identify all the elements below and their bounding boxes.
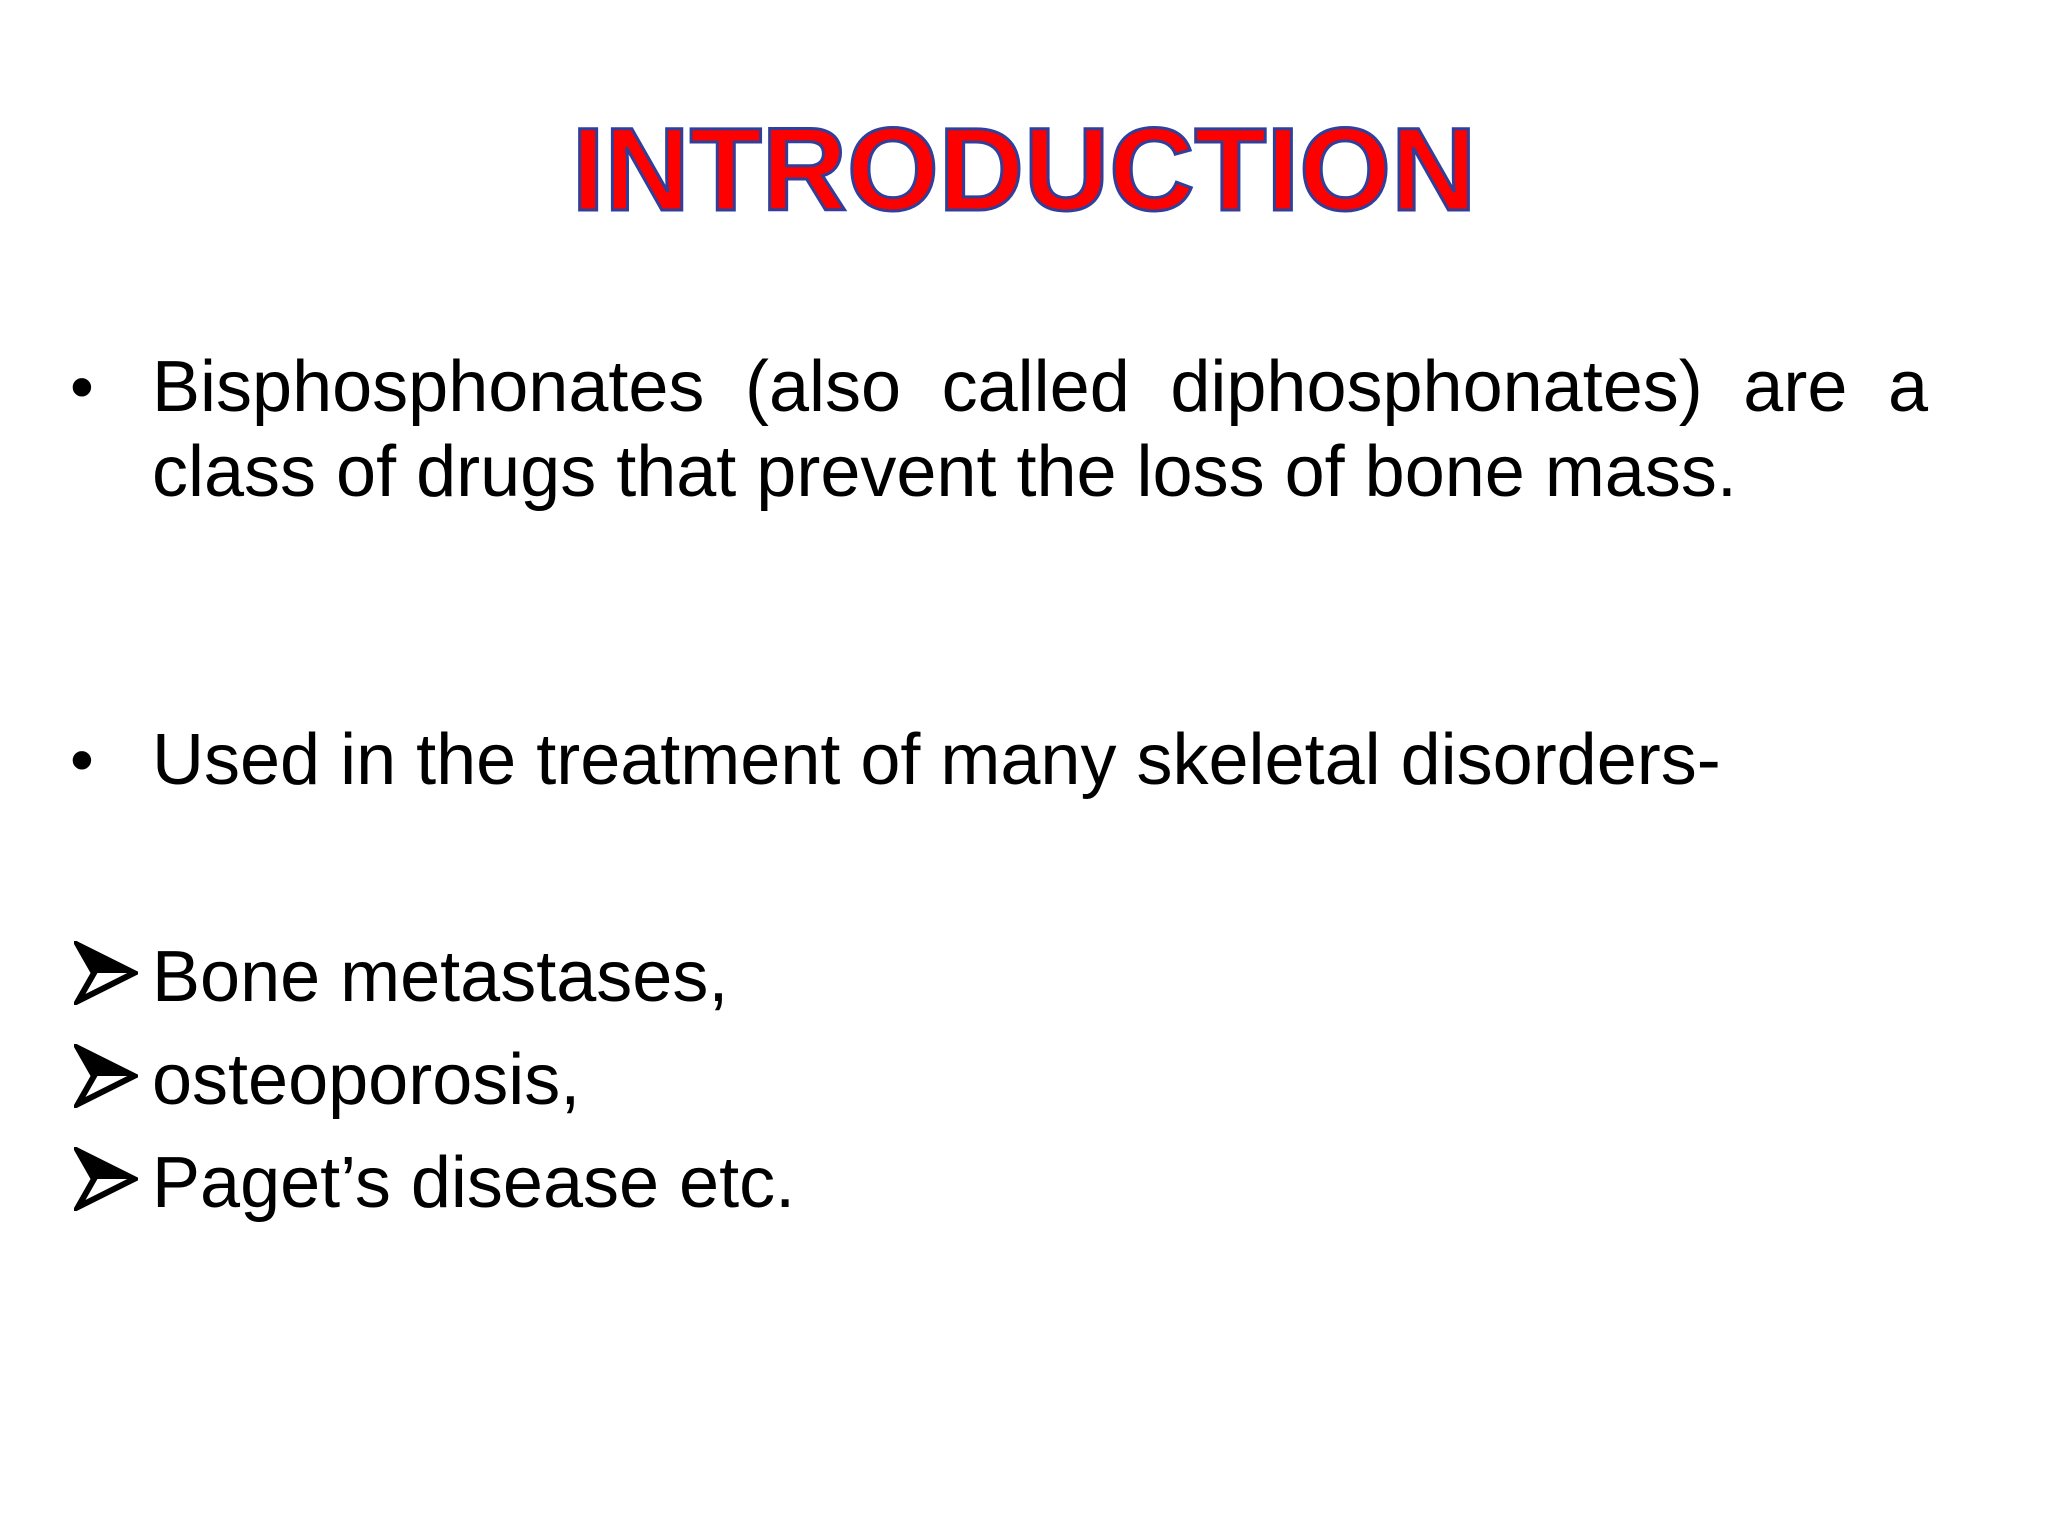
list-item: [0, 927, 2048, 1027]
list-item-text: Paget’s disease etc.: [152, 1143, 796, 1223]
bullet-marker: •: [70, 349, 94, 425]
list-item-text: osteoporosis,: [152, 1040, 581, 1120]
arrow-bullet-icon: [74, 1044, 138, 1108]
bullet-marker: •: [70, 722, 94, 798]
bullet-text: Used in the treatment of many skeletal disorders-: [152, 720, 1721, 800]
bullet-text: Bisphosphonates (also called diphosphonates) are a class of drugs that prevent the loss of bone mass.: [152, 347, 1928, 512]
arrow-bullet-icon: [74, 1147, 138, 1211]
list-item-text: Bone metastases,: [152, 937, 729, 1017]
list-item: [0, 1133, 2048, 1233]
list-item: [0, 1030, 2048, 1130]
slide-title: INTRODUCTION: [571, 104, 1477, 236]
arrow-bullet-icon: [74, 941, 138, 1005]
